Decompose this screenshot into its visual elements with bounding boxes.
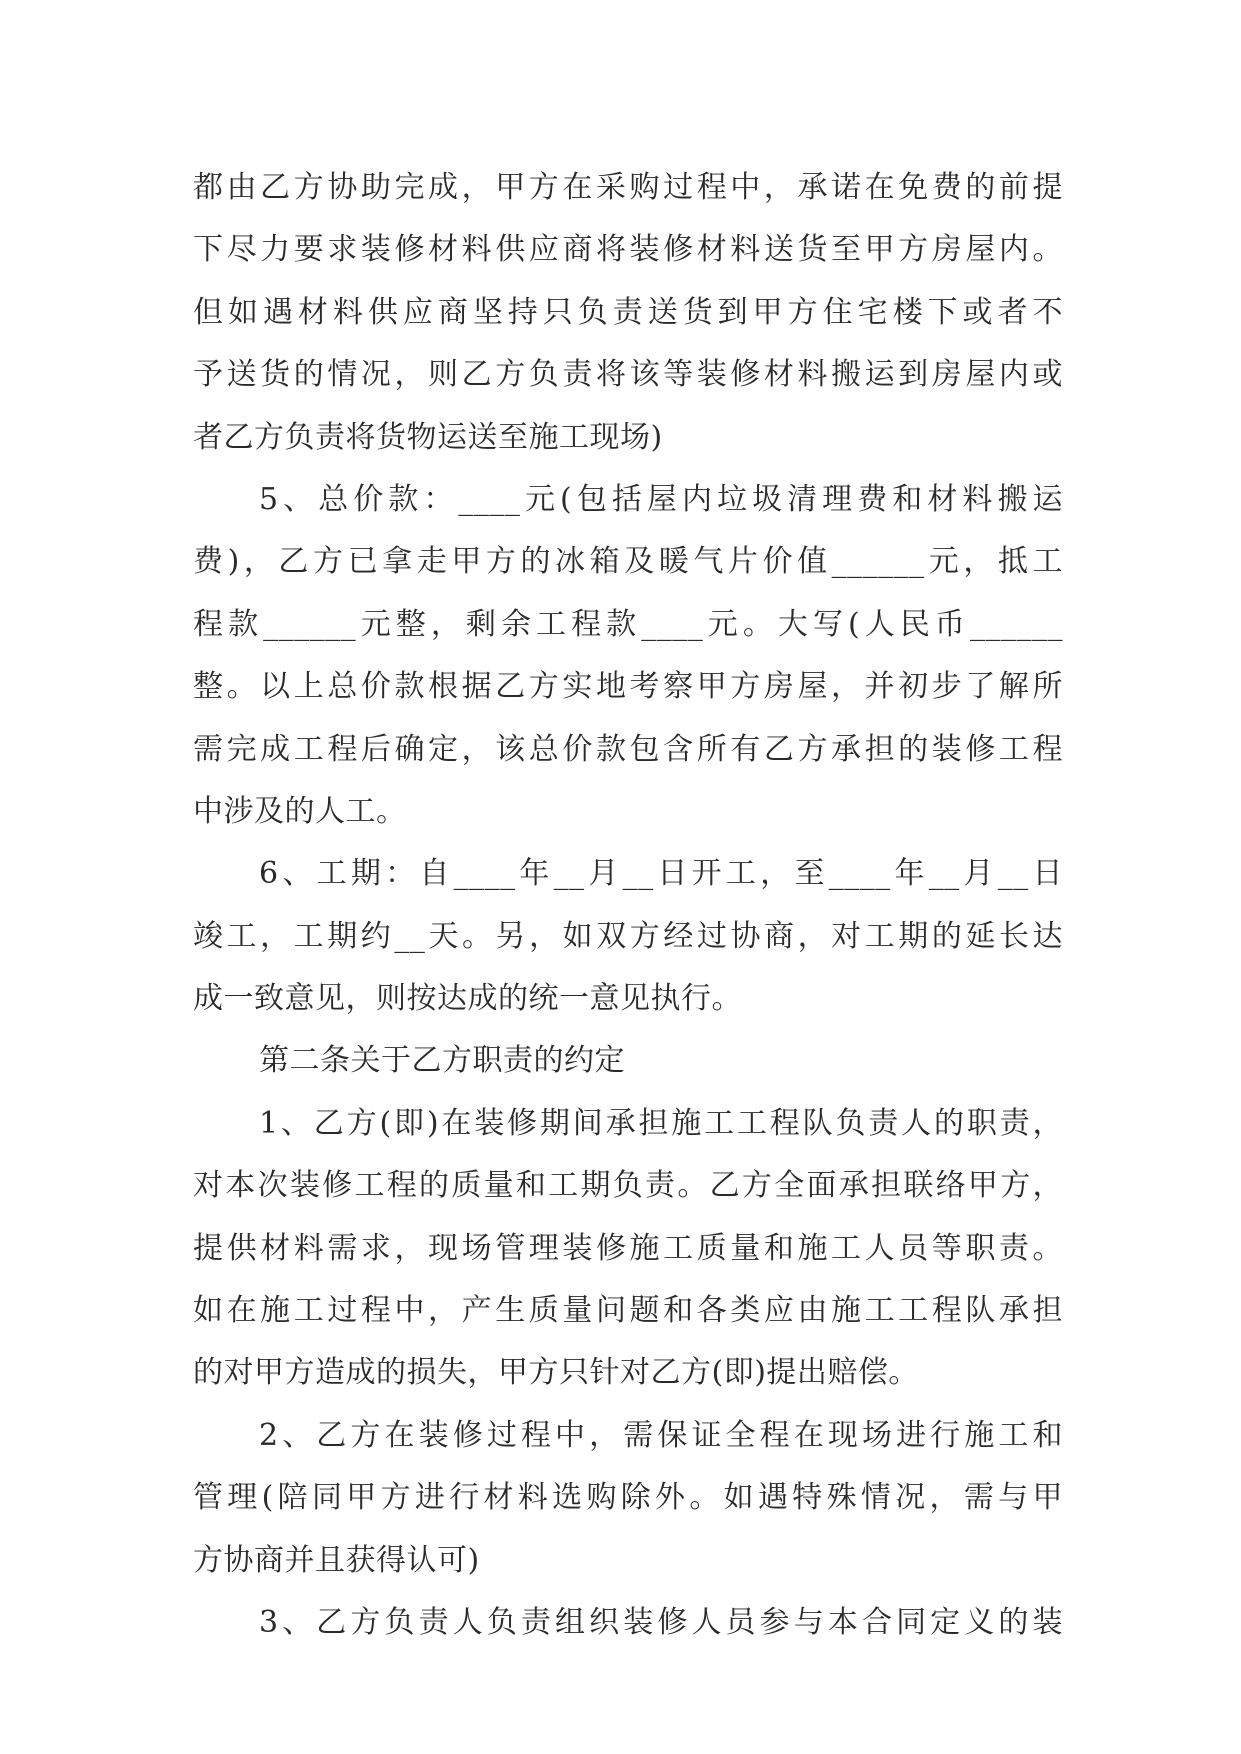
text-line: 如在施工过程中，产生质量问题和各类应由施工工程队承担 xyxy=(193,1293,1063,1329)
text-line: 中涉及的人工。 xyxy=(193,793,407,829)
text-line: 提供材料需求，现场管理装修施工质量和施工人员等职责。 xyxy=(193,1230,1063,1266)
text-line: 下尽力要求装修材料供应商将装修材料送货至甲方房屋内。 xyxy=(193,232,1063,268)
text-line: 的对甲方造成的损失，甲方只针对乙方(即)提出赔偿。 xyxy=(193,1355,919,1391)
text-line: 管理(陪同甲方进行材料选购除外。如遇特殊情况，需与甲 xyxy=(193,1480,1063,1516)
clause-6-line: 6、工期：自____年__月__日开工，至____年__月__日 xyxy=(259,856,1063,892)
text-line: 予送货的情况，则乙方负责将该等装修材料搬运到房屋内或 xyxy=(193,357,1063,393)
clause-5-line: 5、总价款：____元(包括屋内垃圾清理费和材料搬运 xyxy=(259,481,1063,517)
text-line: 费)，乙方已拿走甲方的冰箱及暖气片价值______元，抵工 xyxy=(193,544,1063,580)
text-line: 竣工，工期约__天。另，如双方经过协商，对工期的延长达 xyxy=(193,918,1063,954)
clause-2-line: 2、乙方在装修过程中，需保证全程在现场进行施工和 xyxy=(259,1417,1063,1453)
text-line: 成一致意见，则按达成的统一意见执行。 xyxy=(193,981,742,1017)
document-body xyxy=(193,157,1063,1654)
text-line: 都由乙方协助完成，甲方在采购过程中，承诺在免费的前提 xyxy=(193,170,1063,205)
clause-1-line: 1、乙方(即)在装修期间承担施工工程队负责人的职责， xyxy=(259,1105,1063,1141)
section-heading: 第二条关于乙方职责的约定 xyxy=(259,1043,625,1079)
clause-3-line: 3、乙方负责人负责组织装修人员参与本合同定义的装 xyxy=(259,1604,1063,1640)
text-line: 方协商并且获得认可) xyxy=(193,1542,480,1578)
text-line: 整。以上总价款根据乙方实地考察甲方房屋，并初步了解所 xyxy=(193,669,1063,705)
text-line: 程款______元整，剩余工程款____元。大写(人民币______ xyxy=(193,606,1063,642)
text-line: 对本次装修工程的质量和工期负责。乙方全面承担联络甲方， xyxy=(193,1168,1063,1204)
text-line: 但如遇材料供应商坚持只负责送货到甲方住宅楼下或者不 xyxy=(193,294,1063,330)
text-line: 者乙方负责将货物运送至施工现场) xyxy=(193,419,663,455)
text-line: 需完成工程后确定，该总价款包含所有乙方承担的装修工程 xyxy=(193,731,1063,767)
